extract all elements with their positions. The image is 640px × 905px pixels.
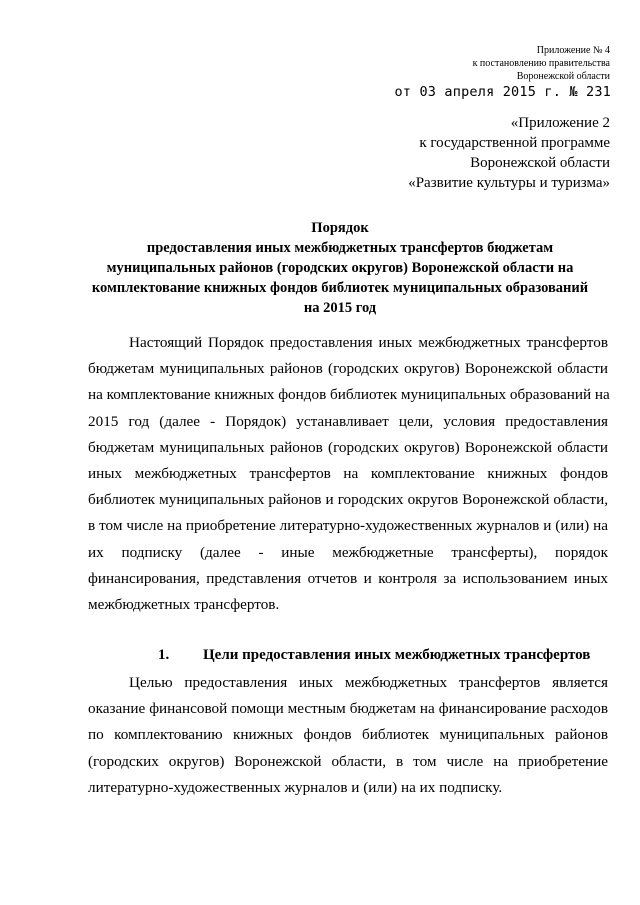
- appendix-resolution-ref: к постановлению правительства: [472, 58, 610, 69]
- paragraph-line: бюджетам муниципальных районов (городских округов) Воронежской области: [88, 360, 608, 378]
- annex-line: к государственной программе: [419, 135, 610, 151]
- paragraph-line: литературно-художественных журналов и (или) на их подписку.: [88, 778, 503, 796]
- paragraph-line: их подписку (далее - иные межбюджетные трансферты), порядок: [88, 543, 608, 561]
- paragraph-line: библиотек муниципальных районов и городских округов Воронежской области,: [88, 491, 608, 509]
- appendix-region: Воронежской области: [516, 71, 610, 82]
- annex-line: Воронежской области: [470, 155, 610, 171]
- paragraph-line: (городских округов) Воронежской области, в том числе на приобретение: [88, 752, 608, 770]
- document-title: [60, 218, 620, 318]
- title-line: предоставления иных межбюджетных трансфертов бюджетам: [146, 240, 554, 256]
- paragraph-line: по комплектованию книжных фондов библиотек муниципальных районов: [88, 726, 608, 744]
- paragraph-line: Целью предоставления иных межбюджетных трансфертов является: [129, 674, 608, 691]
- intro-paragraph: [88, 330, 608, 618]
- appendix-number: Приложение № 4: [536, 45, 610, 56]
- title-line: на 2015 год: [303, 300, 377, 316]
- resolution-date-stamp: от 03 апреля 2015 г. № 231: [394, 84, 611, 100]
- title-line: муниципальных районов (городских округов) Воронежской области на: [106, 260, 574, 276]
- annex-line: «Развитие культуры и туризма»: [408, 175, 610, 191]
- paragraph-line: иных межбюджетных трансфертов на комплектование книжных фондов: [88, 464, 608, 482]
- paragraph-line: в том числе на приобретение литературно-художественных журналов и (или) на: [88, 517, 608, 535]
- paragraph-line: Настоящий Порядок предоставления иных межбюджетных трансфертов: [129, 334, 608, 351]
- paragraph-line: бюджетам муниципальных районов (городских округов) Воронежской области: [88, 438, 608, 456]
- annex-line: «Приложение 2: [510, 115, 610, 131]
- section-title: Цели предоставления иных межбюджетных трансфертов: [203, 647, 591, 663]
- paragraph-line: финансирования, представления отчетов и контроля за использованием иных: [88, 569, 608, 587]
- title-line: комплектование книжных фондов библиотек муниципальных образований: [91, 280, 589, 296]
- section-paragraph: [88, 670, 608, 801]
- paragraph-line: оказание финансовой помощи местным бюджетам на финансирование расходов: [88, 700, 608, 718]
- paragraph-line: межбюджетных трансфертов.: [88, 595, 280, 613]
- paragraph-line: на комплектование книжных фондов библиотек муниципальных образований на: [88, 386, 610, 404]
- annex-block: [408, 113, 610, 193]
- paragraph-line: 2015 год (далее - Порядок) устанавливает цели, условия предоставления: [88, 412, 608, 430]
- section-number: 1.: [158, 647, 170, 663]
- title-line: Порядок: [311, 220, 369, 236]
